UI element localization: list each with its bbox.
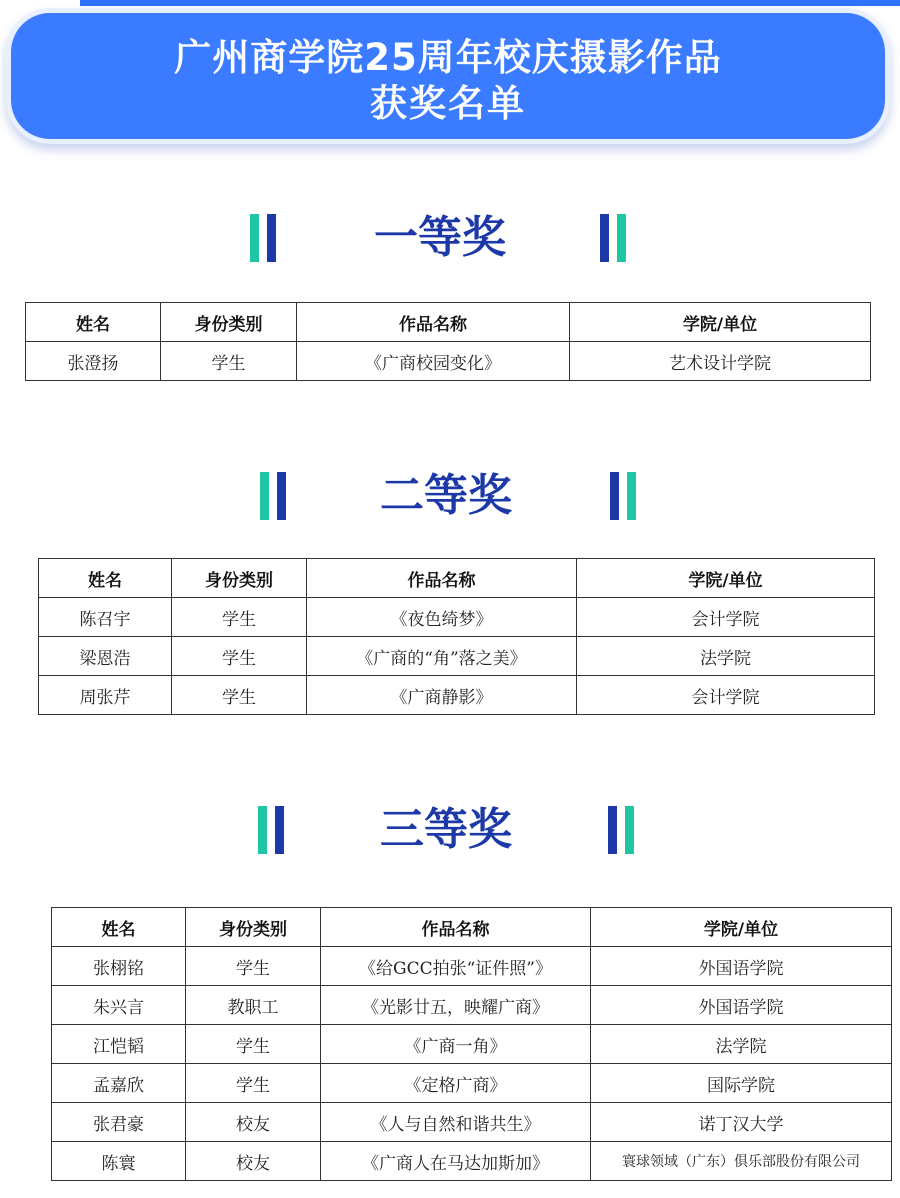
cell-name: 梁恩浩: [39, 637, 172, 676]
cell-work: 《夜色绮梦》: [307, 598, 577, 637]
table-row: [52, 1103, 892, 1142]
table-row: [52, 947, 892, 986]
section-title: 一等奖: [374, 212, 506, 263]
page-subtitle: 获奖名单: [370, 82, 526, 125]
right-bars-icon: [600, 214, 628, 262]
cell-name: 朱兴言: [52, 986, 186, 1025]
cell-name: 张栩铭: [52, 947, 186, 986]
cell-identity: 学生: [172, 637, 307, 676]
third-prize-table: [51, 907, 892, 1181]
cell-identity: 学生: [172, 598, 307, 637]
cell-unit: 会计学院: [577, 598, 875, 637]
second-prize-table: [38, 558, 875, 715]
cell-identity: 学生: [186, 1064, 321, 1103]
cell-work: 《广商一角》: [321, 1025, 591, 1064]
cell-name: 江恺韬: [52, 1025, 186, 1064]
cell-work: 《广商校园变化》: [297, 342, 570, 381]
cell-identity: 校友: [186, 1142, 321, 1181]
cell-work: 《定格广商》: [321, 1064, 591, 1103]
right-bars-icon: [608, 806, 636, 854]
column-header-work: 作品名称: [321, 908, 591, 947]
section-heading-second-prize: [0, 466, 900, 526]
cell-name: 周张芹: [39, 676, 172, 715]
cell-unit: 国际学院: [591, 1064, 892, 1103]
cell-identity: 校友: [186, 1103, 321, 1142]
cell-name: 陈召宇: [39, 598, 172, 637]
cell-work: 《广商的“角”落之美》: [307, 637, 577, 676]
table-row: [26, 342, 871, 381]
cell-unit: 外国语学院: [591, 947, 892, 986]
cell-name: 张澄扬: [26, 342, 161, 381]
cell-work: 《广商人在马达加斯加》: [321, 1142, 591, 1181]
section-title: 二等奖: [380, 470, 512, 521]
column-header-identity: 身份类别: [161, 303, 297, 342]
cell-unit: 会计学院: [577, 676, 875, 715]
column-header-name: 姓名: [26, 303, 161, 342]
cell-work: 《光影廿五，映耀广商》: [321, 986, 591, 1025]
right-bars-icon: [610, 472, 638, 520]
column-header-name: 姓名: [39, 559, 172, 598]
top-decor-strip: [80, 0, 900, 6]
section-heading-first-prize: [0, 208, 900, 268]
cell-work: 《人与自然和谐共生》: [321, 1103, 591, 1142]
table-row: [52, 1025, 892, 1064]
page-title: 广州商学院25周年校庆摄影作品: [174, 36, 722, 79]
column-header-name: 姓名: [52, 908, 186, 947]
cell-unit: 寰球领域（广东）俱乐部股份有限公司: [591, 1142, 892, 1181]
table-row: [39, 637, 875, 676]
section-title: 三等奖: [380, 804, 512, 855]
table-row: [39, 598, 875, 637]
cell-identity: 学生: [186, 947, 321, 986]
column-header-unit: 学院/单位: [570, 303, 871, 342]
cell-unit: 诺丁汉大学: [591, 1103, 892, 1142]
cell-unit: 外国语学院: [591, 986, 892, 1025]
cell-name: 陈寰: [52, 1142, 186, 1181]
table-header-row: [26, 303, 871, 342]
column-header-identity: 身份类别: [186, 908, 321, 947]
cell-unit: 艺术设计学院: [570, 342, 871, 381]
cell-work: 《给GCC拍张“证件照”》: [321, 947, 591, 986]
left-bars-icon: [250, 214, 278, 262]
table-row: [52, 986, 892, 1025]
cell-identity: 学生: [161, 342, 297, 381]
page-header-banner: [6, 8, 890, 144]
first-prize-table: [25, 302, 871, 381]
cell-unit: 法学院: [591, 1025, 892, 1064]
left-bars-icon: [260, 472, 288, 520]
cell-work: 《广商静影》: [307, 676, 577, 715]
cell-identity: 教职工: [186, 986, 321, 1025]
column-header-work: 作品名称: [307, 559, 577, 598]
cell-unit: 法学院: [577, 637, 875, 676]
table-row: [52, 1064, 892, 1103]
table-header-row: [39, 559, 875, 598]
cell-identity: 学生: [172, 676, 307, 715]
column-header-unit: 学院/单位: [591, 908, 892, 947]
left-bars-icon: [258, 806, 286, 854]
table-row: [52, 1142, 892, 1181]
cell-name: 张君豪: [52, 1103, 186, 1142]
column-header-identity: 身份类别: [172, 559, 307, 598]
cell-name: 孟嘉欣: [52, 1064, 186, 1103]
table-row: [39, 676, 875, 715]
section-heading-third-prize: [0, 800, 900, 860]
column-header-unit: 学院/单位: [577, 559, 875, 598]
cell-identity: 学生: [186, 1025, 321, 1064]
table-header-row: [52, 908, 892, 947]
column-header-work: 作品名称: [297, 303, 570, 342]
